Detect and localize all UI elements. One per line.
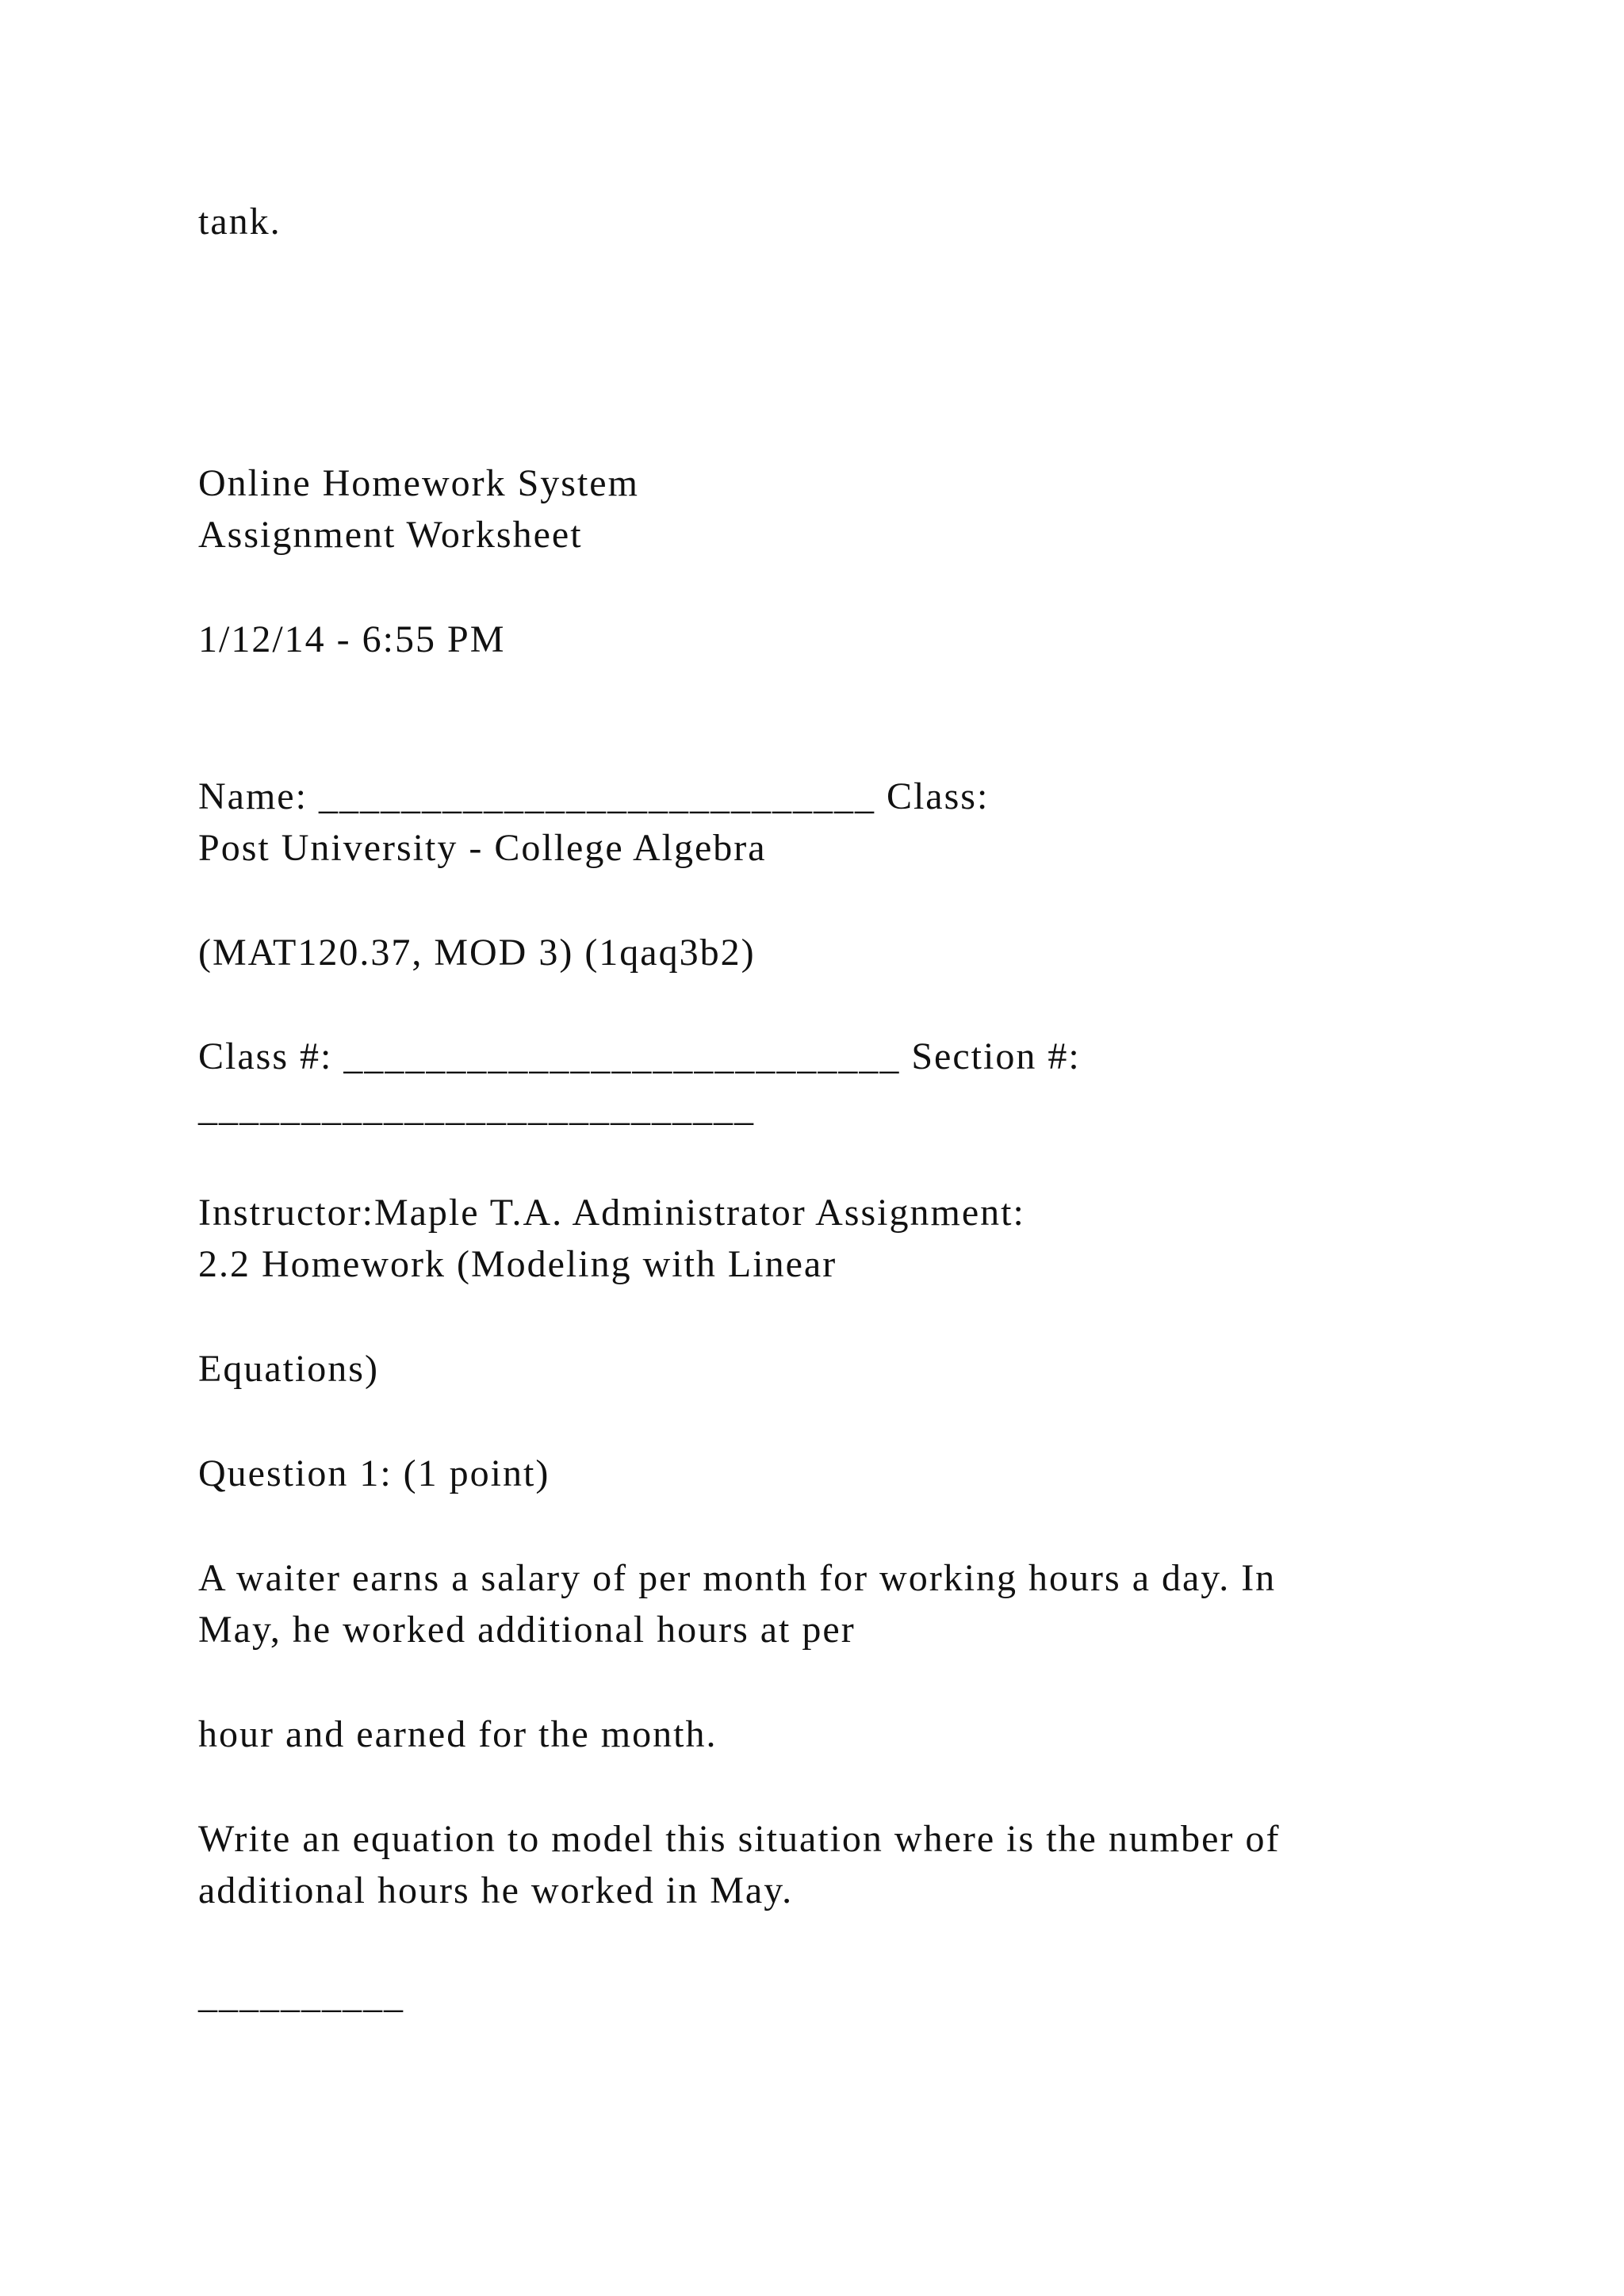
assignment-name: 2.2 Homework (Modeling with Linear	[198, 1243, 837, 1285]
timestamp: 1/12/14 - 6:55 PM	[198, 618, 506, 660]
system-title: Online Homework System	[198, 462, 639, 504]
name-class-line: Name: ___________________________ Class:	[198, 775, 990, 817]
instruction-text-1: Write an equation to model this situation where is the number of	[198, 1818, 1281, 1860]
question-heading: Question 1: (1 point)	[198, 1452, 550, 1494]
continued-text: tank.	[198, 201, 282, 243]
class-section-line: Class #: ___________________________ Section #:	[198, 1035, 1081, 1077]
instructor-line: Instructor:Maple T.A. Administrator Assignment:	[198, 1192, 1025, 1234]
question-text-1: A waiter earns a salary of per month for working hours a day. In	[198, 1557, 1277, 1599]
answer-blank: __________	[198, 1974, 404, 2016]
section-blank: ___________________________	[198, 1087, 755, 1129]
question-text-2: May, he worked additional hours at per	[198, 1609, 856, 1651]
course-code: (MAT120.37, MOD 3) (1qaq3b2)	[198, 932, 756, 974]
question-text-3: hour and earned for the month.	[198, 1713, 718, 1755]
worksheet-title: Assignment Worksheet	[198, 514, 583, 556]
class-name: Post University - College Algebra	[198, 827, 767, 869]
assignment-name-continued: Equations)	[198, 1348, 379, 1390]
instruction-text-2: additional hours he worked in May.	[198, 1869, 794, 1911]
